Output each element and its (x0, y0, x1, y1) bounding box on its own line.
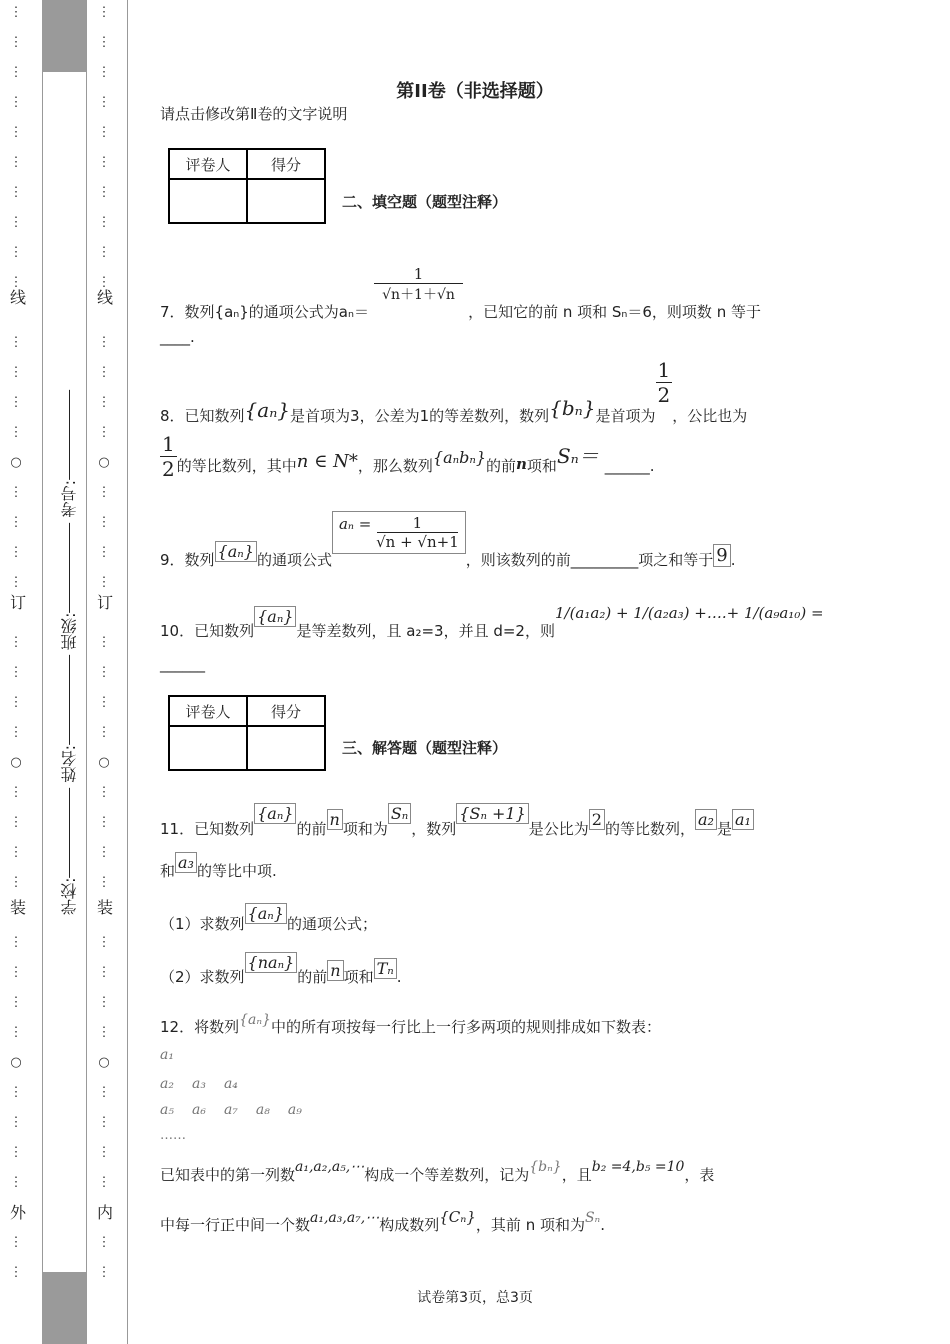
q8-n-in-N: n ∈ N* (296, 451, 358, 472)
name-label: 姓名: (60, 744, 79, 783)
section-note: 请点击修改第Ⅱ卷的文字说明 (160, 105, 348, 123)
q11-a1: a₁ (732, 809, 754, 830)
q7-answer-blank[interactable]: ____. (160, 328, 195, 346)
q12-line-a-mid: 构成一个等差数列，记为 (364, 1166, 530, 1184)
seal-dots: ⋮ (97, 1145, 111, 1160)
q11-sub2-t: Tₙ (374, 958, 397, 979)
seal-dots: ⋮ (9, 485, 23, 500)
question-12 (160, 1008, 661, 1036)
seal-dots: ⋮ (9, 1145, 23, 1160)
q11-sub1-seq: {aₙ} (245, 903, 287, 924)
grader-header-2: 评卷人 (169, 696, 247, 726)
seal-dots: ⋮ (97, 965, 111, 980)
q12-lead: 12．将数列 (160, 1018, 240, 1036)
seal-dots: ⋮ (97, 695, 111, 710)
q9-formula (332, 511, 466, 554)
score-header: 得分 (247, 149, 325, 179)
inner-mark-ding: 订 (97, 593, 114, 612)
q12-line-a-end: ，表 (684, 1166, 715, 1184)
q9-fraction (376, 514, 459, 551)
seal-dots: ⋮ (9, 275, 23, 290)
seal-dots: ⋮ (97, 845, 111, 860)
q12-table-row-3 (160, 1102, 302, 1118)
seal-dots: ⋮ (97, 575, 111, 590)
q7-denominator: √n＋1＋√n (382, 287, 455, 303)
grader-cell[interactable] (169, 179, 247, 223)
q8-half-2 (160, 432, 177, 481)
seal-dots: ⋮ (97, 155, 111, 170)
q11-sub1-tail: 的通项公式； (286, 915, 377, 933)
q11-lead: 11．已知数列 (160, 820, 255, 838)
page-footer: 试卷第3页，总3页 (417, 1290, 533, 1306)
q8-half-num: 1 (657, 358, 671, 382)
q10-lead: 10．已知数列 (160, 622, 255, 640)
seal-dots: ⋮ (9, 365, 23, 380)
seal-circle: ○ (98, 1055, 110, 1070)
grader-header: 评卷人 (169, 149, 247, 179)
q12-cell: a₈ (255, 1102, 270, 1118)
q11-sub2-seq: {naₙ} (245, 952, 298, 973)
q12-line-b-end: . (600, 1216, 606, 1234)
q10-mid: 是等差数列，且 a₂=3，并且 d=2，则 (296, 622, 555, 640)
q12-seq: {aₙ} (239, 1012, 271, 1028)
seal-dots: ⋮ (9, 665, 23, 680)
section-title: 第II卷（非选择题） (396, 81, 554, 102)
q11-p1: 的前 (296, 820, 327, 838)
seal-dots: ⋮ (97, 815, 111, 830)
fill-in-heading: 二、填空题（题型注释） (342, 193, 508, 211)
outer-mark-xian: 线 (10, 288, 27, 307)
seal-dots: ⋮ (9, 335, 23, 350)
seal-circle: ○ (10, 755, 22, 770)
q12-cell: a₇ (223, 1102, 238, 1118)
q7-lead: 7．数列{aₙ}的通项公式为aₙ＝ (160, 303, 369, 321)
score-cell-2[interactable] (247, 726, 325, 770)
seal-dots: ⋮ (97, 335, 111, 350)
seal-dots: ⋮ (9, 545, 23, 560)
q12-middle-seq: a₁,a₃,a₇,⋯ (310, 1210, 380, 1226)
seal-dots: ⋮ (9, 395, 23, 410)
score-header-2: 得分 (247, 696, 325, 726)
q8-line2-c: 的前 (486, 457, 517, 475)
seal-dots: ⋮ (9, 1115, 23, 1130)
seal-dots: ⋮ (9, 245, 23, 260)
score-cell[interactable] (247, 179, 325, 223)
q7-numerator: 1 (374, 265, 464, 284)
q11-a2: a₂ (695, 809, 717, 830)
seal-dots: ⋮ (97, 95, 111, 110)
q8-line2-b: ，那么数列 (357, 457, 433, 475)
q8-sn: Sₙ＝ (556, 444, 599, 468)
q12-cell: a₉ (287, 1102, 302, 1118)
binding-grey-top (42, 0, 86, 72)
seal-circle: ○ (10, 1055, 22, 1070)
q10-sum-expression: 1/(a₁a₂) + 1/(a₂a₃) +….+ 1/(a₉a₁₀) = (554, 604, 824, 622)
q11-sub2-n: n (327, 960, 343, 981)
q8-tail1: ，公比也为 (672, 407, 748, 425)
seal-dots: ⋮ (97, 935, 111, 950)
seal-dots: ⋮ (97, 395, 111, 410)
q8-half (656, 358, 673, 407)
q11-sub2-mid: 的前 (297, 968, 328, 986)
school-label: 学校: (60, 877, 79, 915)
seal-dots: ⋮ (97, 1175, 111, 1190)
seal-dots: ⋮ (97, 1115, 111, 1130)
seal-dots: ⋮ (97, 995, 111, 1010)
seal-dots: ⋮ (9, 125, 23, 140)
q12-table-ellipsis: …… (160, 1128, 186, 1143)
inner-mark-zhuang: 装 (97, 898, 114, 917)
outer-mark-wai: 外 (10, 1203, 27, 1222)
q9-seq: {aₙ} (215, 541, 257, 562)
q11-n: n (327, 809, 343, 830)
q9-mid: 的通项公式 (256, 550, 332, 569)
seal-dots: ⋮ (97, 725, 111, 740)
q11-seq2: {Sₙ +1} (456, 803, 528, 824)
seal-circle: ○ (10, 455, 22, 470)
binding-grey-bottom (42, 1272, 86, 1344)
seal-dots: ⋮ (9, 1235, 23, 1250)
q7-tail: ，已知它的前 n 项和 Sₙ＝6，则项数 n 等于 (468, 303, 761, 321)
outer-seal-line (6, 6, 26, 1296)
q8-n: n (516, 455, 527, 473)
q12-cell: a₂ (160, 1076, 174, 1092)
q12-first-column-seq: a₁,a₂,a₅,⋯ (295, 1159, 365, 1175)
question-11 (160, 803, 754, 838)
q8-half2-num: 1 (162, 432, 175, 456)
q12-cell: a₃ (191, 1076, 206, 1092)
class-label: 班级: (60, 612, 79, 650)
q12-cell: a₅ (160, 1102, 174, 1118)
q12-cell: a₄ (223, 1076, 238, 1092)
q9-end: . (730, 550, 736, 569)
q12-cell: a₆ (191, 1102, 206, 1118)
inner-mark-nei: 内 (97, 1203, 114, 1222)
answer-section-heading: 三、解答题（题型注释） (342, 739, 508, 757)
q11-p5: 的等比数列， (604, 820, 695, 838)
seal-dots: ⋮ (97, 635, 111, 650)
seal-dots: ⋮ (97, 515, 111, 530)
q11-p4: 是公比为 (528, 820, 589, 838)
q8-answer-blank[interactable]: ______. (604, 457, 655, 475)
seal-dots: ⋮ (9, 935, 23, 950)
exam-number-label: 考号: (60, 480, 79, 518)
q8-half2-den: 2 (162, 457, 175, 481)
seal-dots: ⋮ (97, 215, 111, 230)
inner-seal-line (94, 6, 114, 1296)
q9-denominator: √n + √n+1 (376, 533, 459, 551)
grader-cell-2[interactable] (169, 726, 247, 770)
q12-seq-c: {Cₙ} (439, 1208, 476, 1226)
q9-value: 9 (713, 544, 730, 567)
seal-dots: ⋮ (97, 665, 111, 680)
seal-dots: ⋮ (97, 785, 111, 800)
seal-dots: ⋮ (9, 185, 23, 200)
seal-dots: ⋮ (9, 575, 23, 590)
q12-line-a-mid2: ，且 (561, 1166, 592, 1184)
seal-dots: ⋮ (97, 425, 111, 440)
q8-mid1: 是首项为3，公差为1的等差数列，数列 (290, 407, 550, 425)
seal-dots: ⋮ (9, 35, 23, 50)
seal-dots: ⋮ (97, 65, 111, 80)
q11-p3: ，数列 (411, 820, 457, 838)
outer-mark-zhuang: 装 (10, 898, 27, 917)
seal-dots: ⋮ (9, 65, 23, 80)
q11-part-1 (160, 903, 377, 933)
q11-sub2-lead: （2）求数列 (160, 968, 245, 986)
q11-sub2-end: . (396, 968, 402, 986)
question-8 (160, 358, 748, 425)
seal-dots: ⋮ (9, 845, 23, 860)
q8-half-den: 2 (657, 383, 671, 407)
q12-condition-line-1 (160, 1155, 715, 1184)
seal-dots: ⋮ (97, 1265, 111, 1280)
seal-dots: ⋮ (9, 815, 23, 830)
q12-table-row-1: a₁ (160, 1047, 174, 1063)
seal-dots: ⋮ (9, 635, 23, 650)
outer-mark-ding: 订 (10, 593, 27, 612)
q11-sub2-mid2: 项和 (343, 968, 374, 986)
seal-dots: ⋮ (97, 485, 111, 500)
q7-formula (374, 265, 464, 304)
seal-dots: ⋮ (9, 155, 23, 170)
seal-dots: ⋮ (9, 875, 23, 890)
seal-dots: ⋮ (9, 425, 23, 440)
q11-ratio: 2 (589, 809, 605, 830)
q11-sn: Sₙ (388, 803, 411, 824)
q12-tail: 中的所有项按每一行比上一行多两项的规则排成如下数表： (270, 1018, 661, 1036)
seal-dots: ⋮ (97, 1085, 111, 1100)
seal-dots: ⋮ (97, 185, 111, 200)
seal-dots: ⋮ (9, 995, 23, 1010)
q12-sn: Sₙ (584, 1210, 601, 1226)
seal-dots: ⋮ (9, 1085, 23, 1100)
seal-dots: ⋮ (97, 5, 111, 20)
seal-dots: ⋮ (9, 5, 23, 20)
seal-dots: ⋮ (97, 875, 111, 890)
q11-part-2 (160, 952, 402, 986)
q12-seq-b: {bₙ} (529, 1159, 562, 1175)
seal-dots: ⋮ (9, 515, 23, 530)
q9-lead: 9．数列 (160, 550, 215, 569)
seal-dots: ⋮ (97, 125, 111, 140)
seal-dots: ⋮ (9, 1025, 23, 1040)
q11-line2-b: 的等比中项. (196, 862, 277, 880)
seal-dots: ⋮ (97, 275, 111, 290)
q9-numerator: 1 (377, 514, 459, 533)
seal-dots: ⋮ (97, 545, 111, 560)
question-10 (160, 580, 824, 640)
seal-dots: ⋮ (9, 215, 23, 230)
seal-dots: ⋮ (97, 365, 111, 380)
q12-line-b-mid: 构成数列 (379, 1216, 440, 1234)
question-7 (160, 262, 761, 321)
q10-seq: {aₙ} (254, 606, 296, 627)
student-info-line (58, 390, 81, 915)
q12-line-a-lead: 已知表中的第一列数 (160, 1166, 296, 1184)
seal-dots: ⋮ (97, 245, 111, 260)
question-9 (160, 505, 736, 569)
seal-dots: ⋮ (9, 95, 23, 110)
seal-dots: ⋮ (9, 1265, 23, 1280)
q8-seq-b: {bₙ} (549, 396, 596, 420)
q8-lead: 8．已知数列 (160, 407, 245, 425)
seal-dots: ⋮ (9, 965, 23, 980)
question-11-line2 (160, 852, 277, 880)
seal-dots: ⋮ (97, 1235, 111, 1250)
seal-dots: ⋮ (9, 1175, 23, 1190)
seal-circle: ○ (98, 755, 110, 770)
q8-seq-a: {aₙ} (244, 398, 291, 422)
seal-dots: ⋮ (9, 785, 23, 800)
seal-circle: ○ (98, 455, 110, 470)
seal-dots: ⋮ (97, 1025, 111, 1040)
question-8-line2 (160, 432, 655, 481)
q9-formula-lhs: aₙ = (338, 514, 372, 533)
q12-condition-line-2 (160, 1206, 606, 1234)
q8-seq-ab: {aₙbₙ} (432, 448, 486, 467)
q8-line2-a: 的等比数列，其中 (176, 457, 297, 475)
seal-dots: ⋮ (9, 695, 23, 710)
q11-p6: 是 (716, 820, 732, 838)
q12-line-b-lead: 中每一行正中间一个数 (160, 1216, 311, 1234)
q12-table-row-2 (160, 1076, 238, 1092)
q8-line2-d: 项和 (526, 457, 557, 475)
score-table-1 (168, 148, 326, 224)
q12-condition-b: b₂ =4,b₅ =10 (591, 1159, 685, 1175)
q8-mid2: 是首项为 (595, 407, 656, 425)
q11-a3: a₃ (175, 852, 197, 873)
q11-sub1-lead: （1）求数列 (160, 915, 245, 933)
seal-dots: ⋮ (97, 35, 111, 50)
q11-p2: 项和为 (342, 820, 388, 838)
q9-tail: ，则该数列的前_________项之和等于 (465, 550, 714, 569)
q10-answer-blank[interactable]: ______ (160, 655, 205, 673)
score-table-2 (168, 695, 326, 771)
q12-line-b-mid2: ，其前 n 项和为 (475, 1216, 585, 1234)
inner-mark-xian: 线 (97, 288, 114, 307)
seal-dots: ⋮ (9, 725, 23, 740)
q11-line2-a: 和 (160, 862, 176, 880)
q11-seq: {aₙ} (254, 803, 296, 824)
